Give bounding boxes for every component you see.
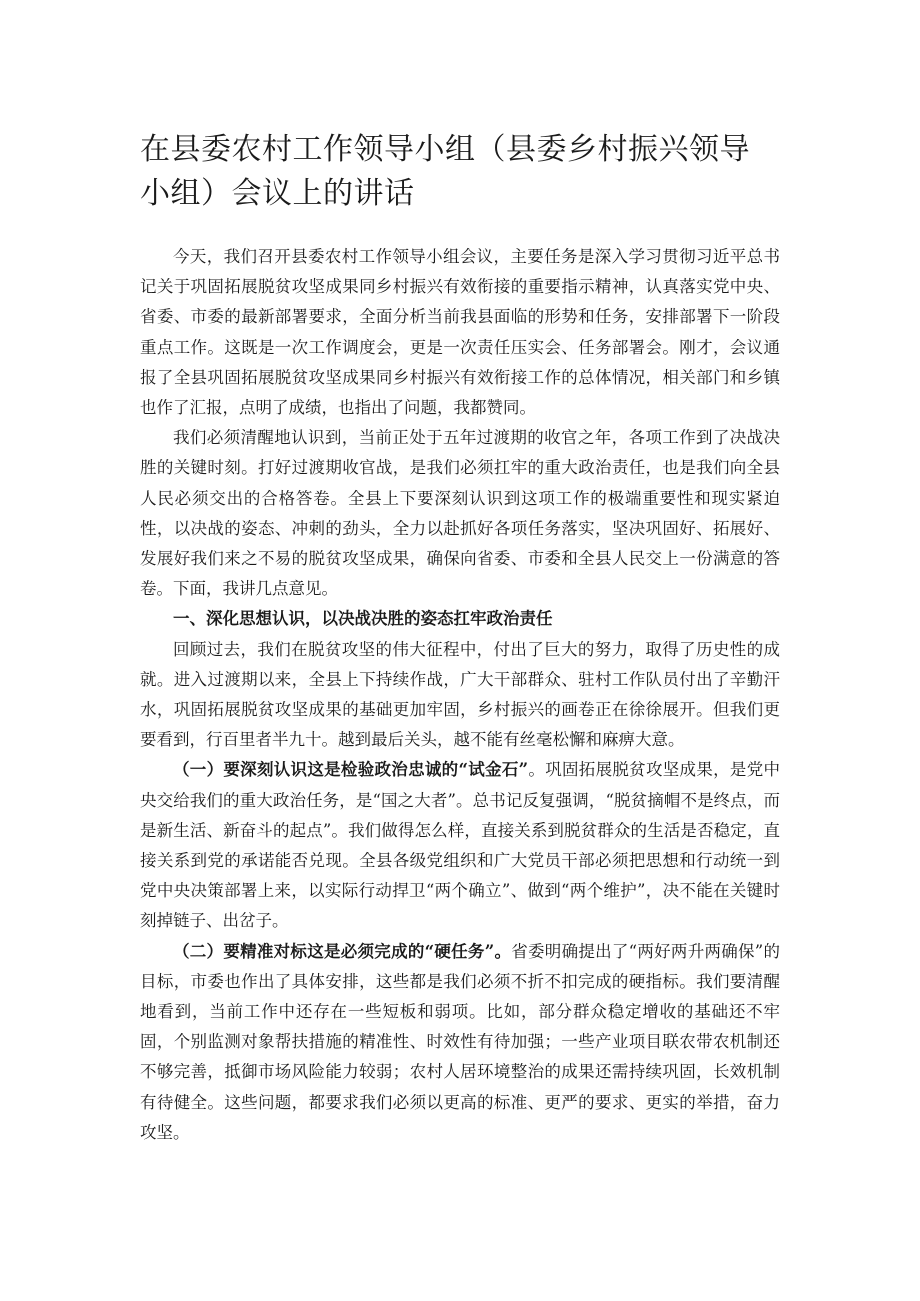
- document-title: 在县委农村工作领导小组（县委乡村振兴领导小组）会议上的讲话: [140, 132, 750, 211]
- paragraph-awareness: 我们必须清醒地认识到，当前正处于五年过渡期的收官之年，各项工作到了决战决胜的关键时刻。打好过渡期收官战，是我们必须扛牢的重大政治责任，也是我们向全县人民必须交出的合格答卷。全县上下要深刻认识到这项工作的极端重要性和现实紧迫性，以决战的姿态、冲刺的劲头，全力以赴抓好各项任务落实，坚决巩固好、拓展好、发展好我们来之不易的脱贫攻坚成果，确保向省委、市委和全县人民交上一份满意的答卷。下面，我讲几点意见。: [140, 428, 780, 599]
- point-1-body: 。巩固拓展脱贫攻坚成果，是党中央交给我们的重大政治任务，是“国之大者”。总书记反复强调，“脱贫摘帽不是终点，而是新生活、新奋斗的起点”。我们做得怎么样，直接关系到脱贫群众的生活是否稳定，直接关系到党的承诺能否兑现。全县各级党组织和广大党员干部必须把思想和行动统一到党中央决策部署上来，以实际行动捍卫“两个确立”、做到“两个维护”，决不能在关键时刻掉链子、出岔子。: [140, 760, 781, 931]
- section-1-intro: 回顾过去，我们在脱贫攻坚的伟大征程中，付出了巨大的努力，取得了历史性的成就。进入过渡期以来，全县上下持续作战，广大干部群众、驻村工作队员付出了辛勤汗水，巩固拓展脱贫攻坚成果的基础更加牢固，乡村振兴的画卷正在徐徐展开。但我们更要看到，行百里者半九十。越到最后关头，越不能有丝毫松懈和麻痹大意。: [140, 639, 780, 750]
- point-2-lead: （二）要精准对标这是必须完成的“硬任务”。: [173, 941, 512, 961]
- section-1-point-1: [140, 755, 780, 936]
- point-2-body: 省委明确提出了“两好两升两确保”的目标，市委也作出了具体安排，这些都是我们必须不折不扣完成的硬指标。我们要清醒地看到，当前工作中还存在一些短板和弱项。比如，部分群众稳定增收的基础还不牢固，个别监测对象帮扶措施的精准性、时效性有待加强；一些产业项目联农带农机制还不够完善，抵御市场风险能力较弱；农村人居环境整治的成果还需持续巩固，长效机制有待健全。这些问题，都要求我们必须以更高的标准、更严的要求、更实的举措，奋力攻坚。: [140, 941, 781, 1142]
- point-1-lead: （一）要深刻认识这是检验政治忠诚的“试金石”: [173, 760, 529, 780]
- section-1-point-2: [140, 937, 780, 1148]
- paragraph-opening: 今天，我们召开县委农村工作领导小组会议，主要任务是深入学习贯彻习近平总书记关于巩固拓展脱贫攻坚成果同乡村振兴有效衔接的重要指示精神，认真落实党中央、省委、市委的最新部署要求，全面分析当前我县面临的形势和任务，安排部署下一阶段重点工作。这既是一次工作调度会，更是一次责任压实会、任务部署会。刚才，会议通报了全县巩固拓展脱贫攻坚成果同乡村振兴有效衔接工作的总体情况，相关部门和乡镇也作了汇报，点明了成绩，也指出了问题，我都赞同。: [140, 247, 780, 418]
- section-heading-1: 一、深化思想认识，以决战决胜的姿态扛牢政治责任: [173, 609, 553, 629]
